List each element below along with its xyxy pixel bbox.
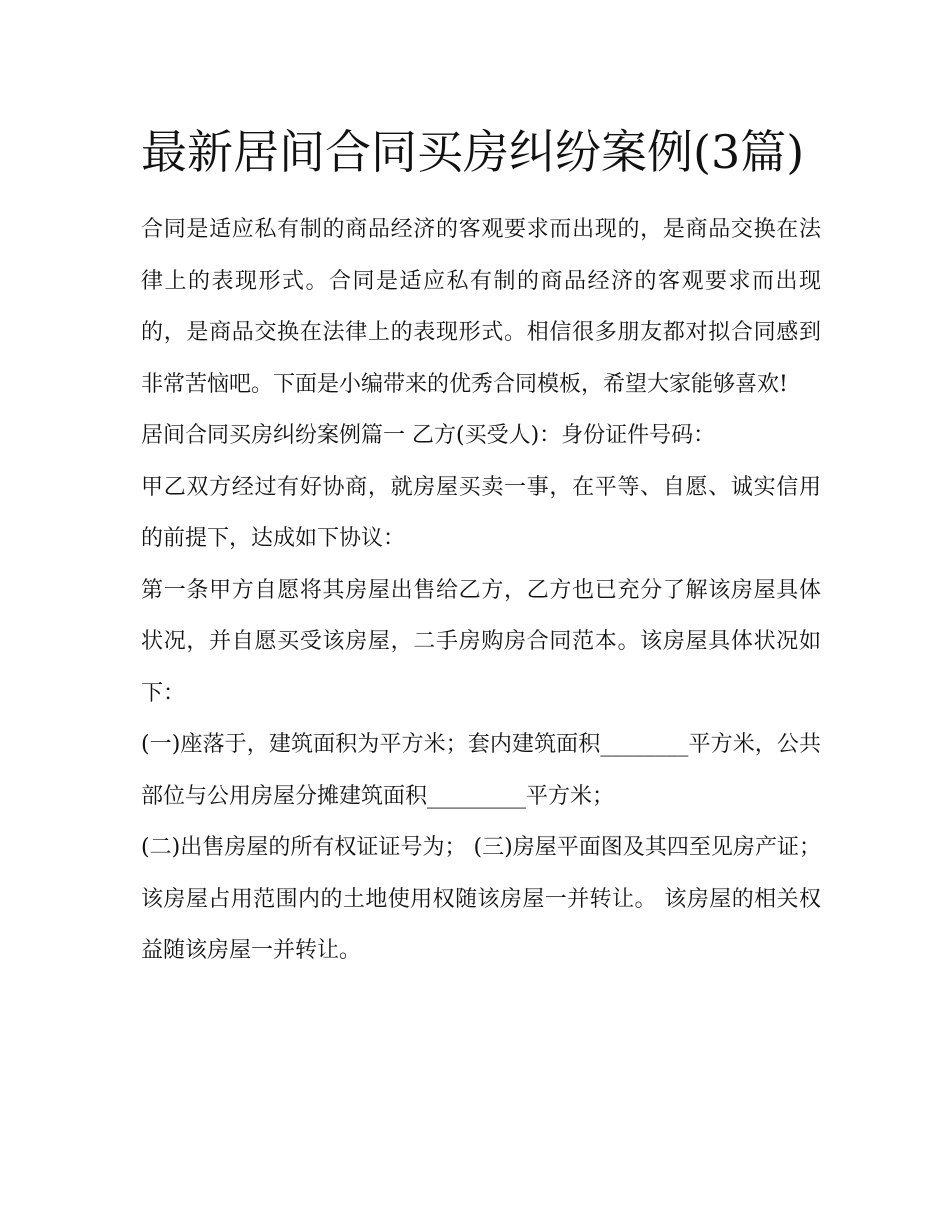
document-title: 最新居间合同买房纠纷案例(3篇) <box>141 125 805 179</box>
paragraph-article-one: 第一条甲方自愿将其房屋出售给乙方，乙方也已充分了解该房屋具体状况，并自愿买受该房屋，二手房购房合同范本。该房屋具体状况如下： <box>141 577 821 706</box>
document-page <box>141 112 821 977</box>
paragraph-intro: 合同是适应私有制的商品经济的客观要求而出现的，是商品交换在法律上的表现形式。合同是适应私有制的商品经济的客观要求而出现的，是商品交换在法律上的表现形式。相信很多朋友都对拟合同感到非常苦恼吧。下面是小编带来的优秀合同模板，希望大家能够喜欢! <box>141 217 821 397</box>
paragraph-item-one: (一)座落于，建筑面积为平方米；套内建筑面积________平方米，公共部位与公用房屋分摊建筑面积_________平方米； <box>141 732 821 809</box>
paragraph-case-heading: 居间合同买房纠纷案例篇一 乙方(买受人)：身份证件号码： <box>141 423 716 448</box>
paragraph-item-two-three: (二)出售房屋的所有权证证号为； (三)房屋平面图及其四至见房产证； 该房屋占用范围内的土地使用权随该房屋一并转让。 该房屋的相关权益随该房屋一并转让。 <box>141 835 821 963</box>
paragraph-agreement: 甲乙双方经过有好协商，就房屋买卖一事，在平等、自愿、诚实信用的前提下，达成如下协议： <box>141 474 821 551</box>
